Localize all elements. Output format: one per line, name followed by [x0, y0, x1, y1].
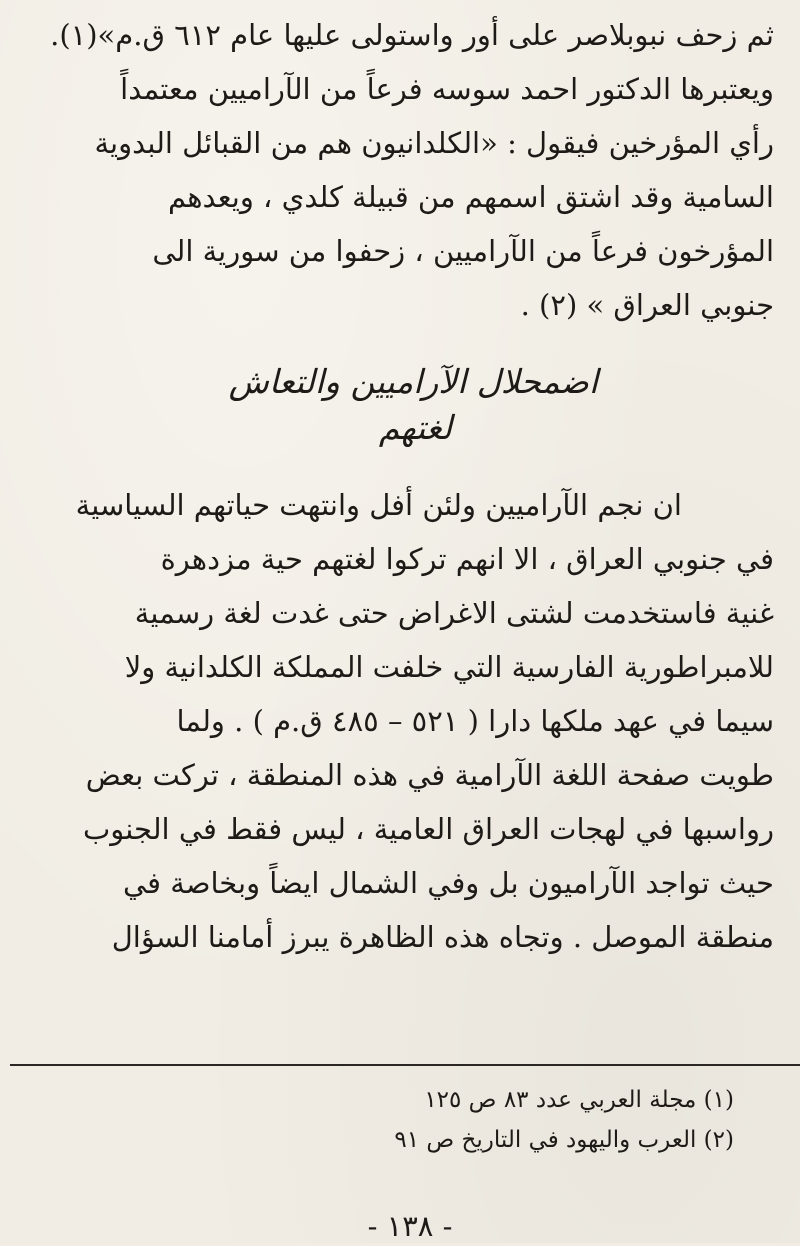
text-line: ويعتبرها الدكتور احمد سوسه فرعاً من الآراميين معتمداً: [120, 72, 774, 106]
text-line: منطقة الموصل . وتجاه هذه الظاهرة يبرز أمامنا السؤال: [111, 920, 774, 954]
text-line: السامية وقد اشتق اسمهم من قبيلة كلدي ، ويعدهم: [167, 180, 774, 214]
footnotes: [54, 1080, 734, 1160]
text-line: في جنوبي العراق ، الا انهم تركوا لغتهم حية مزدهرة: [160, 542, 774, 576]
text-line: سيما في عهد ملكها دارا ( ٥٢١ – ٤٨٥ ق.م ) . ولما: [176, 704, 774, 738]
text-line: جنوبي العراق » (٢) .: [520, 288, 774, 322]
text-line: طويت صفحة اللغة الآرامية في هذه المنطقة ، تركت بعض: [85, 758, 774, 792]
footnote: (٢) العرب واليهود في التاريخ ص ٩١: [394, 1127, 734, 1153]
text-line: رواسبها في لهجات العراق العامية ، ليس فقط في الجنوب: [82, 812, 774, 846]
section-heading-line: اضمحلال الآراميين والتعاش: [228, 362, 598, 401]
paragraph-1: [18, 8, 774, 332]
text-line: غنية فاستخدمت لشتى الاغراض حتى غدت لغة رسمية: [134, 596, 774, 630]
text-line: للامبراطورية الفارسية التي خلفت المملكة الكلدانية ولا: [124, 650, 774, 684]
footnote: (١) مجلة العربي عدد ٨٣ ص ١٢٥: [424, 1087, 734, 1113]
text-line: حيث تواجد الآراميون بل وفي الشمال ايضاً وبخاصة في: [123, 866, 774, 900]
footnote-divider: [10, 1064, 800, 1066]
paragraph-2: [18, 478, 774, 964]
text-line: ان نجم الآراميين ولئن أفل وانتهت حياتهم السياسية: [75, 488, 682, 522]
text-line: رأي المؤرخين فيقول : «الكلدانيون هم من القبائل البدوية: [94, 126, 774, 160]
text-line: المؤرخون فرعاً من الآراميين ، زحفوا من سورية الى: [152, 234, 774, 268]
text-line: ثم زحف نبوبلاصر على أور واستولى عليها عام ٦١٢ ق.م»(١).: [50, 18, 774, 52]
page-number: - ١٣٨ -: [367, 1209, 453, 1243]
section-heading: [18, 360, 774, 470]
section-heading-line: لغتهم: [378, 408, 452, 447]
